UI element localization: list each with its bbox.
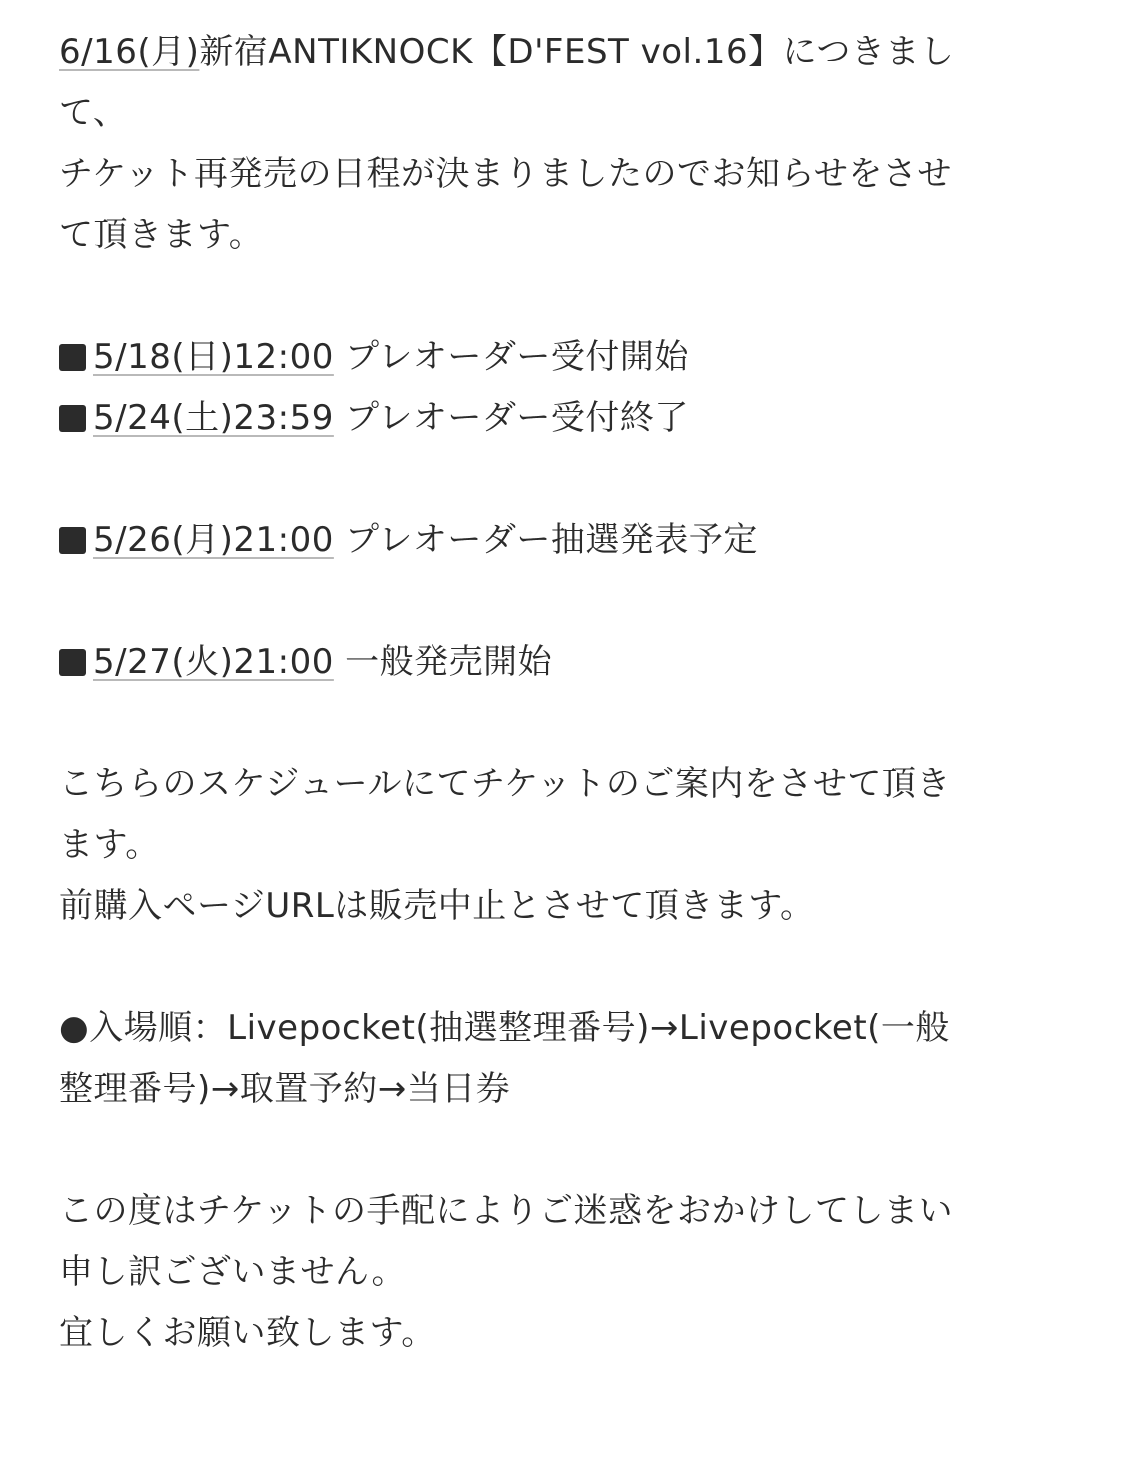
square-bullet-icon: [59, 649, 86, 676]
guidance-line-1: こちらのスケジュールにてチケットのご案内をさせて頂き: [59, 764, 951, 804]
square-bullet-icon: [59, 344, 86, 371]
schedule-item: [59, 327, 1069, 388]
event-date-link[interactable]: 6/16(月): [59, 32, 200, 72]
apology-line-2: 申し訳ございません。: [59, 1252, 407, 1292]
square-bullet-icon: [59, 527, 86, 554]
spacer: [59, 266, 1069, 327]
schedule-item: [59, 510, 1069, 571]
schedule-label: プレオーダー受付開始: [333, 337, 689, 377]
intro-line-3: チケット再発売の日程が決まりましたのでお知らせをさせ: [59, 154, 952, 194]
entry-order-line-2: 整理番号)→取置予約→当日券: [59, 1069, 511, 1109]
schedule-label: プレオーダー受付終了: [333, 398, 689, 438]
intro-text-1: 新宿ANTIKNOCK【D'FEST vol.16】につきまし: [199, 32, 955, 72]
announcement-body: [59, 22, 1069, 1364]
intro-line-2: て、: [59, 93, 128, 133]
spacer: [59, 571, 1069, 632]
spacer: [59, 693, 1069, 754]
schedule-datetime-link[interactable]: 5/27(火)21:00: [93, 642, 334, 682]
guidance-line-3: 前購入ページURLは販売中止とさせて頂きます。: [59, 886, 815, 926]
spacer: [59, 937, 1069, 998]
entry-order-line-1: ●入場順：Livepocket(抽選整理番号)→Livepocket(一般: [59, 1008, 950, 1048]
spacer: [59, 1120, 1069, 1181]
schedule-label: 一般発売開始: [333, 642, 553, 682]
guidance-line-2: ます。: [59, 825, 160, 865]
apology-line-1: この度はチケットの手配によりご迷惑をおかけしてしまい: [59, 1191, 953, 1231]
schedule-datetime-link[interactable]: 5/18(日)12:00: [93, 337, 334, 377]
apology-line-3: 宜しくお願い致します。: [59, 1313, 436, 1353]
schedule-datetime-link[interactable]: 5/26(月)21:00: [93, 520, 334, 560]
intro-line-1: [59, 22, 1069, 83]
schedule-item: [59, 388, 1069, 449]
intro-line-4: て頂きます。: [59, 215, 264, 255]
spacer: [59, 449, 1069, 510]
square-bullet-icon: [59, 405, 86, 432]
schedule-datetime-link[interactable]: 5/24(土)23:59: [93, 398, 334, 438]
schedule-label: プレオーダー抽選発表予定: [333, 520, 758, 560]
schedule-item: [59, 632, 1069, 693]
